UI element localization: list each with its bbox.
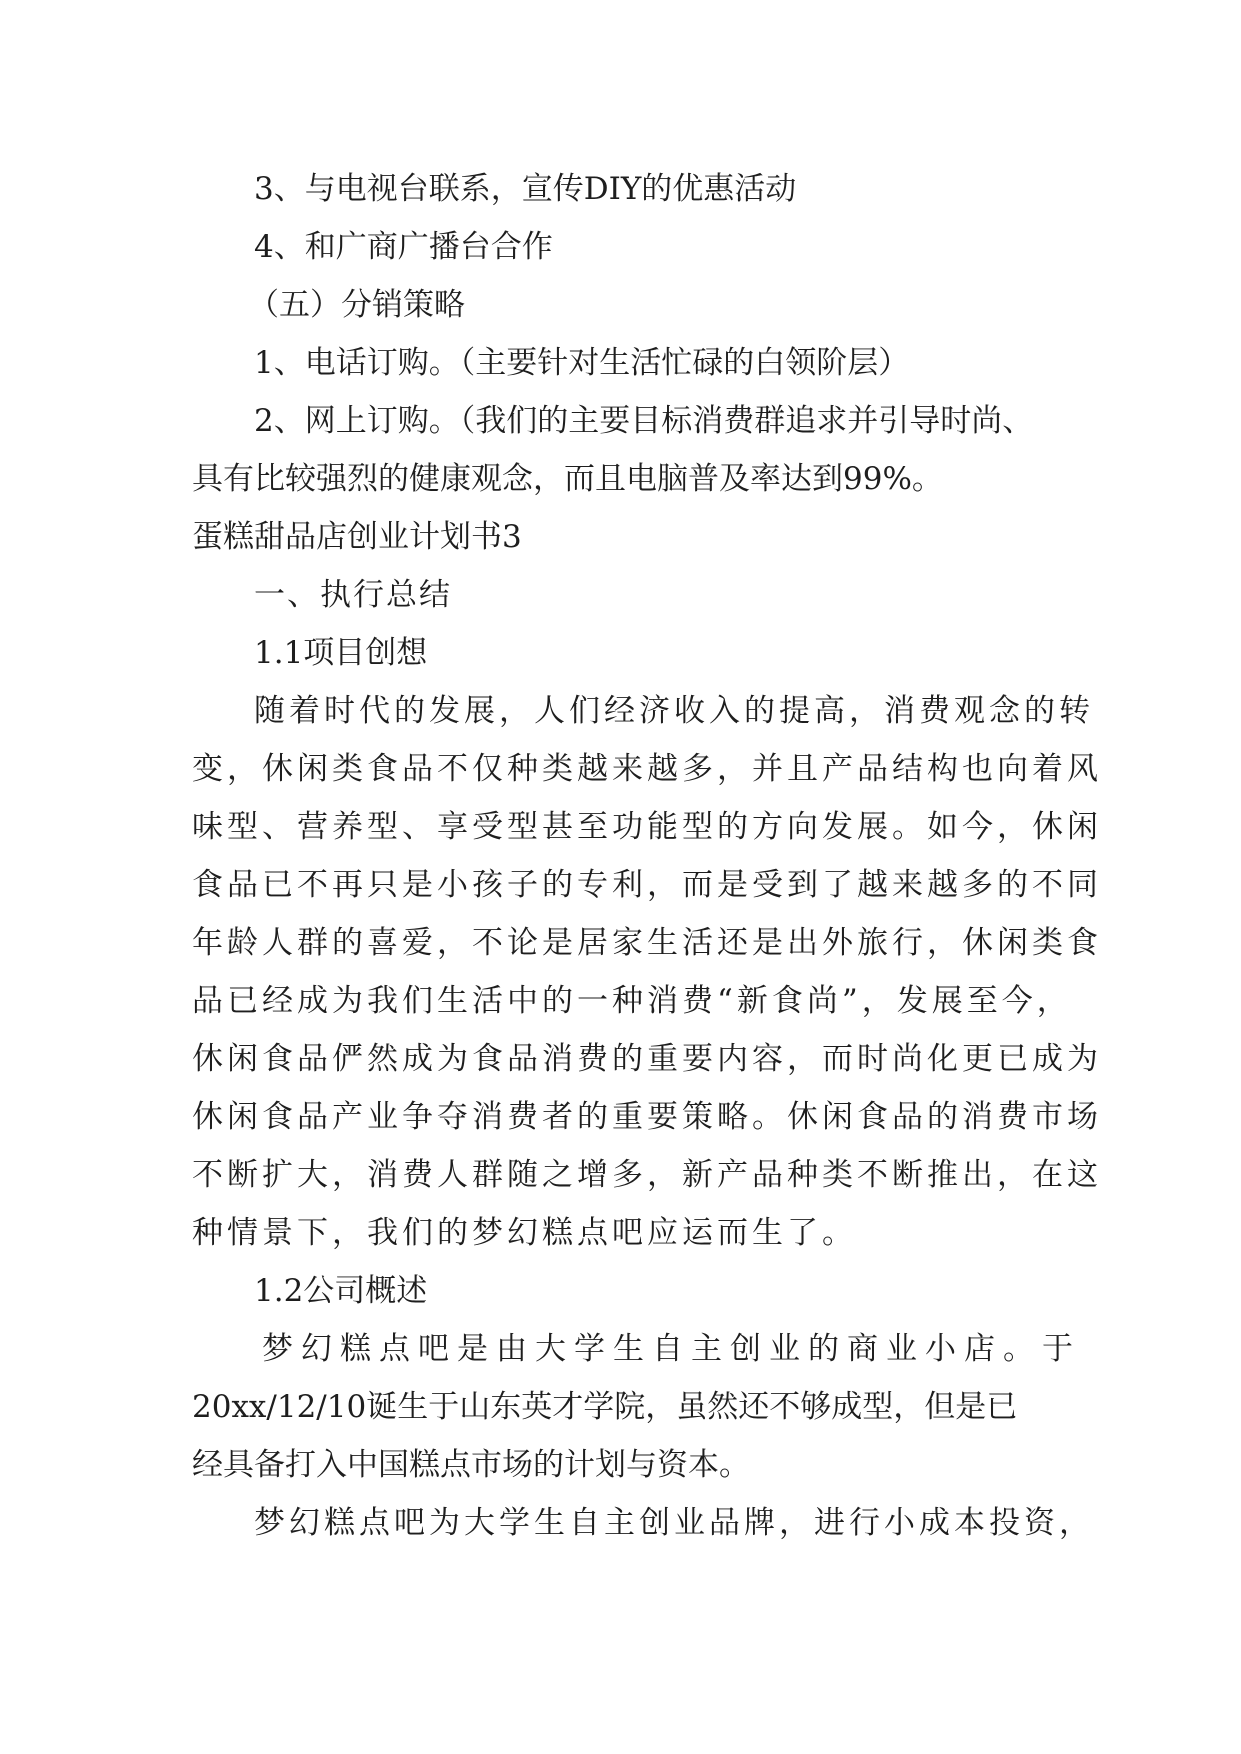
paragraph-line: 休闲食品俨然成为食品消费的重要内容，而时尚化更已成为 [192,1041,1102,1077]
paragraph-line: 梦幻糕点吧为大学生自主创业品牌，进行小成本投资， [254,1505,1094,1541]
list-item-phone-order: 1、电话订购。（主要针对生活忙碌的白领阶层） [254,345,910,381]
paragraph-line: 不断扩大，消费人群随之增多，新产品种类不断推出，在这 [192,1157,1102,1193]
paragraph-line: 随着时代的发展，人们经济收入的提高，消费观念的转 [254,693,1094,729]
section-heading-executive-summary: 一、执行总结 [254,577,452,613]
section-heading-distribution: （五）分销策略 [248,287,465,323]
subsection-heading-company-overview: 1.2公司概述 [254,1273,428,1309]
subsection-heading-project-idea: 1.1项目创想 [254,635,428,671]
paragraph-line: 年龄人群的喜爱，不论是居家生活还是出外旅行，休闲类食 [192,925,1102,961]
paragraph-line: 种情景下，我们的梦幻糕点吧应运而生了。 [192,1215,857,1251]
paragraph-line: 休闲食品产业争夺消费者的重要策略。休闲食品的消费市场 [192,1099,1102,1135]
list-item-radio-cooperation: 4、和广商广播台合作 [254,229,553,265]
paragraph-line: 食品已不再只是小孩子的专利，而是受到了越来越多的不同 [192,867,1102,903]
paragraph-line: 品已经成为我们生活中的一种消费“新食尚”，发展至今， [192,983,1072,1019]
document-body [192,160,1102,1552]
paragraph-line: 20xx/12/10诞生于山东英才学院，虽然还不够成型，但是已 [192,1389,1018,1425]
paragraph-line: 经具备打入中国糕点市场的计划与资本。 [192,1447,750,1483]
list-item-tv-promotion: 3、与电视台联系，宣传DIY的优惠活动 [254,171,797,207]
paragraph-line: 味型、营养型、享受型甚至功能型的方向发展。如今，休闲 [192,809,1102,845]
paragraph-line: 具有比较强烈的健康观念，而且电脑普及率达到99%。 [192,461,943,497]
paragraph-line: 梦幻糕点吧是由大学生自主创业的商业小店。于 [262,1331,1081,1367]
paragraph-line: 变，休闲类食品不仅种类越来越多，并且产品结构也向着风 [192,751,1102,787]
document-title: 蛋糕甜品店创业计划书3 [192,519,522,555]
list-item-online-order: 2、网上订购。（我们的主要目标消费群追求并引导时尚、 [254,403,1034,439]
